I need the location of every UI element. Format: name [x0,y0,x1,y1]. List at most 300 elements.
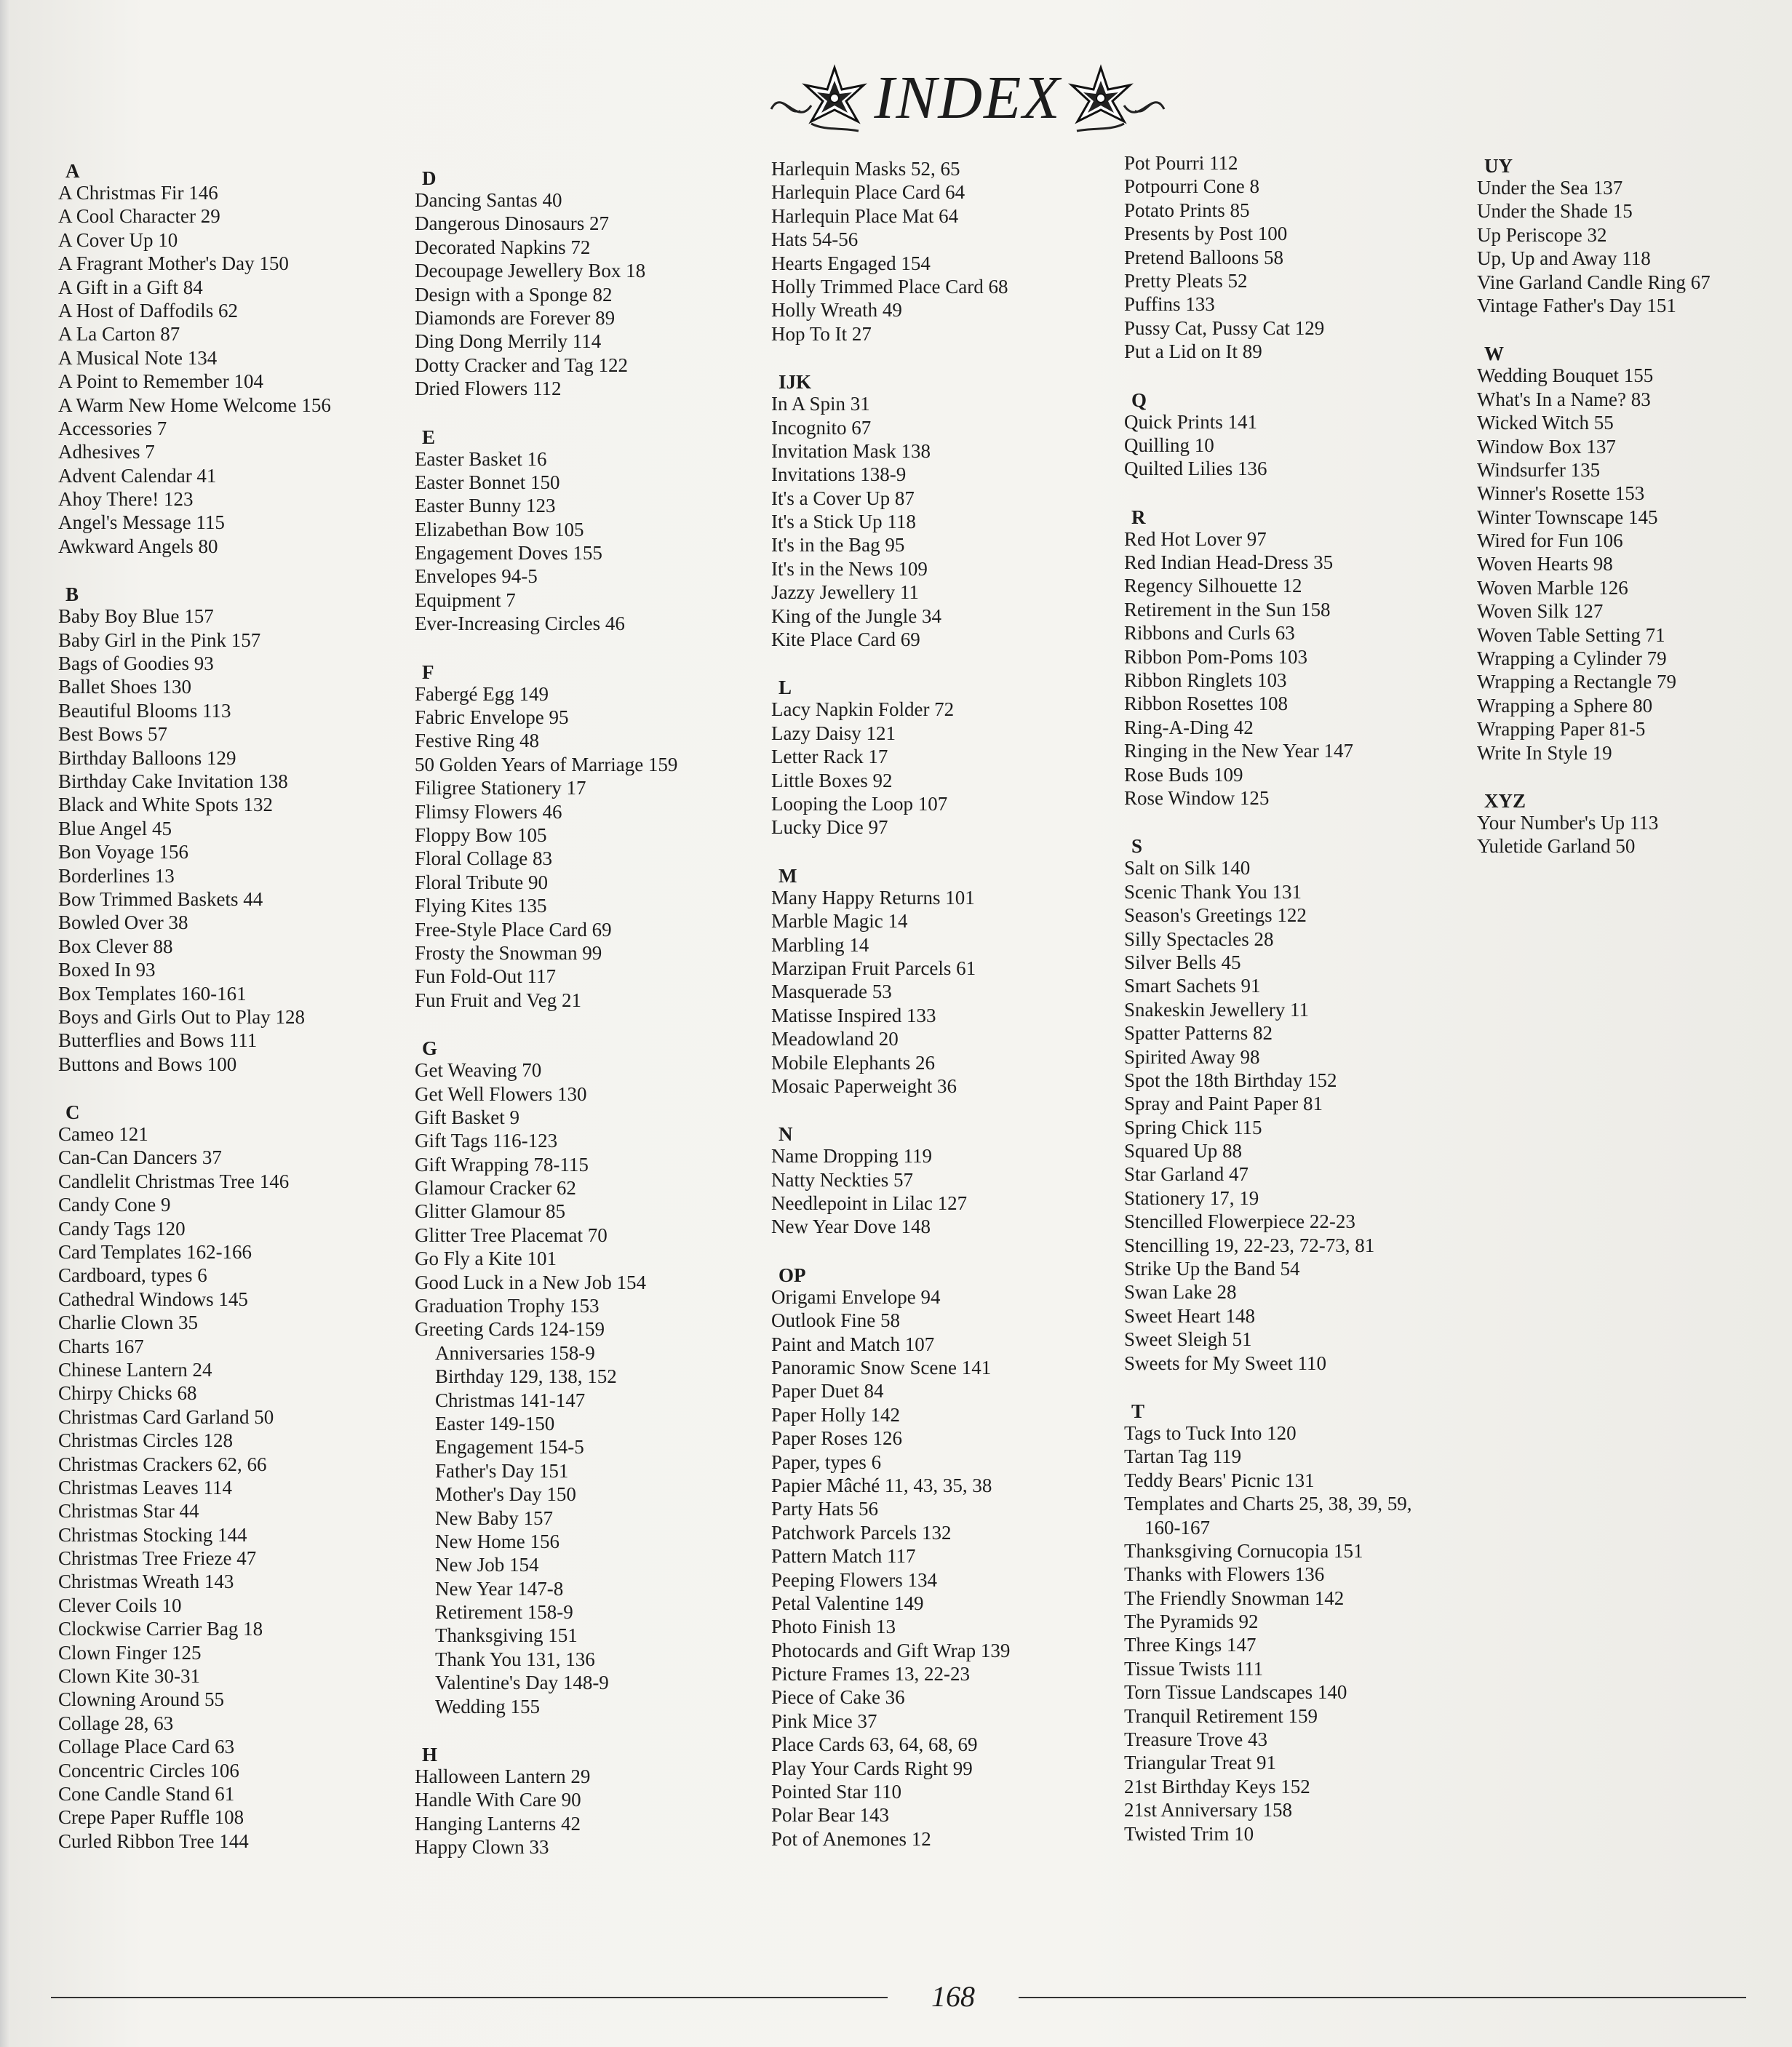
index-entry: Pussy Cat, Pussy Cat 129 [1124,316,1325,339]
index-entry: Polar Bear 143 [771,1804,889,1827]
index-entry: A La Carton 87 [58,323,180,346]
index-entry: Jazzy Jewellery 11 [771,581,919,604]
index-subentry: Easter 149-150 [435,1412,555,1435]
section-letter-heading: S [1131,835,1143,858]
index-entry: Borderlines 13 [58,864,175,887]
index-entry: Envelopes 94-5 [415,565,538,588]
index-entry: Paint and Match 107 [771,1333,935,1355]
index-entry: Ribbon Pom-Poms 103 [1124,645,1308,668]
index-entry: It's a Stick Up 118 [771,511,916,533]
section-letter-heading: L [778,677,792,699]
index-entry: Harlequin Place Mat 64 [771,204,959,227]
index-entry: Patchwork Parcels 132 [771,1521,952,1544]
index-entry: Red Hot Lover 97 [1124,527,1267,550]
index-entry: Decoupage Jewellery Box 18 [415,260,646,282]
index-entry: Quilted Lilies 136 [1124,458,1267,480]
index-entry: Outlook Fine 58 [771,1309,901,1332]
index-entry: Free-Style Place Card 69 [415,918,612,941]
index-entry: Chinese Lantern 24 [58,1358,212,1381]
index-entry: Piece of Cake 36 [771,1686,905,1709]
index-entry: Hats 54-56 [771,228,859,251]
index-section [58,580,400,1076]
index-section [415,1740,757,1859]
index-entry: Engagement Doves 155 [415,542,602,564]
index-entry: Woven Silk 127 [1477,600,1604,623]
section-letter-heading: E [422,426,436,448]
index-entry: A Christmas Fir 146 [58,182,218,204]
index-entry: New Year Dove 148 [771,1216,931,1238]
index-entry: Triangular Treat 91 [1124,1752,1277,1774]
index-entry: Frosty the Snowman 99 [415,941,602,964]
index-entry: Charlie Clown 35 [58,1312,198,1334]
index-entry: The Pyramids 92 [1124,1611,1259,1633]
index-entry: Window Box 137 [1477,435,1616,458]
index-entry: Hop To It 27 [771,322,872,345]
index-entry: Yuletide Garland 50 [1477,835,1636,858]
index-entry: Floral Tribute 90 [415,871,549,893]
index-entry: Holly Wreath 49 [771,299,902,322]
index-entry: Pink Mice 37 [771,1709,877,1732]
index-entry: Dangerous Dinosaurs 27 [415,212,609,235]
index-entry: Teddy Bears' Picnic 131 [1124,1469,1315,1491]
index-subentry: Mother's Day 150 [435,1483,576,1506]
index-entry: A Warm New Home Welcome 156 [58,394,331,416]
section-letter-heading: R [1131,506,1146,528]
index-entry: Butterflies and Bows 111 [58,1029,258,1052]
index-entry: Harlequin Place Card 64 [771,181,965,204]
index-entry: Bon Voyage 156 [58,841,189,863]
section-letter-heading: A [65,160,80,182]
index-entry: It's in the Bag 95 [771,534,905,556]
index-entry: Ballet Shoes 130 [58,676,191,698]
index-entry: Spot the 18th Birthday 152 [1124,1069,1337,1091]
index-entry: Templates and Charts 25, 38, 39, 59, [1124,1493,1412,1515]
index-entry: Cathedral Windows 145 [58,1288,248,1310]
index-entry: Little Boxes 92 [771,769,893,791]
index-entry: Collage 28, 63 [58,1712,174,1734]
index-entry: Vine Garland Candle Ring 67 [1477,271,1711,293]
index-entry: Candy Cone 9 [58,1194,171,1216]
index-entry: Clockwise Carrier Bag 18 [58,1618,263,1640]
section-letter-heading: M [778,864,797,887]
index-entry: Windsurfer 135 [1477,458,1601,481]
index-entry: Your Number's Up 113 [1477,811,1659,834]
index-section [771,157,1113,346]
index-entry: Paper, types 6 [771,1451,882,1473]
index-entry: A Gift in a Gift 84 [58,276,203,298]
index-entry: Blue Angel 45 [58,817,172,839]
index-entry: Write In Style 19 [1477,741,1612,764]
index-entry: Bags of Goodies 93 [58,653,214,675]
index-subentry: New Year 147-8 [435,1577,564,1600]
index-entry: Cameo 121 [58,1123,148,1146]
index-entry: Easter Bonnet 150 [415,471,560,493]
index-entry: Black and White Spots 132 [58,794,273,816]
index-entry: Equipment 7 [415,588,516,611]
index-entry: It's a Cover Up 87 [771,487,915,509]
index-entry: Box Templates 160-161 [58,982,247,1005]
index-entry: Invitation Mask 138 [771,439,931,462]
index-entry: In A Spin 31 [771,393,870,415]
index-column-4 [1124,151,1466,1867]
index-entry: Easter Basket 16 [415,447,547,470]
index-entry: Pattern Match 117 [771,1545,916,1568]
index-entry: Thanksgiving Cornucopia 151 [1124,1539,1363,1562]
index-entry: Lazy Daisy 121 [771,722,896,744]
index-entry: Squared Up 88 [1124,1140,1242,1162]
index-entry: Wrapping a Rectangle 79 [1477,671,1677,693]
index-entry: Graduation Trophy 153 [415,1295,600,1317]
index-entry: Happy Clown 33 [415,1836,549,1859]
index-entry: Petal Valentine 149 [771,1592,924,1614]
page-spine-shadow [0,0,10,2047]
index-entry: Meadowland 20 [771,1028,899,1050]
index-header [749,51,1186,145]
index-entry: Christmas Leaves 114 [58,1476,232,1499]
index-entry: Diamonds are Forever 89 [415,306,616,329]
index-entry: Place Cards 63, 64, 68, 69 [771,1733,978,1756]
index-entry: Star Garland 47 [1124,1163,1249,1186]
index-entry: Masquerade 53 [771,981,892,1003]
index-entry: Origami Envelope 94 [771,1285,941,1308]
index-entry: Christmas Tree Frieze 47 [58,1547,257,1570]
index-entry: Looping the Loop 107 [771,792,948,815]
section-letter-heading: XYZ [1484,789,1526,812]
index-entry: A Point to Remember 104 [58,370,263,393]
index-entry: Ribbons and Curls 63 [1124,622,1295,645]
index-subentry: New Job 154 [435,1554,539,1576]
index-entry: Beautiful Blooms 113 [58,699,231,722]
index-entry: Spatter Patterns 82 [1124,1022,1273,1045]
index-entry: Dried Flowers 112 [415,378,562,400]
index-column-2 [415,164,757,1881]
index-entry: Flying Kites 135 [415,895,547,917]
left-bow-ornament-icon [768,58,869,138]
index-entry: Snakeskin Jewellery 11 [1124,998,1309,1021]
index-section [771,673,1113,839]
index-entry: Swan Lake 28 [1124,1281,1237,1304]
index-section [1124,386,1466,481]
page-number: 168 [931,1980,975,2013]
section-letter-heading: OP [778,1264,806,1286]
index-entry: Potpourri Cone 8 [1124,175,1259,198]
index-entry: Can-Can Dancers 37 [58,1146,222,1169]
index-entry: Spring Chick 115 [1124,1116,1262,1138]
index-subentry: Father's Day 151 [435,1459,569,1482]
index-entry: A Fragrant Mother's Day 150 [58,252,289,275]
index-entry: Under the Shade 15 [1477,200,1633,223]
index-entry: Pretty Pleats 52 [1124,269,1248,292]
index-entry: Wired for Fun 106 [1477,530,1623,552]
index-entry: Birthday Balloons 129 [58,746,236,769]
index-entry: Smart Sachets 91 [1124,975,1261,997]
index-subentry: New Baby 157 [435,1507,553,1529]
index-section [1477,786,1792,858]
index-entry: Thanks with Flowers 136 [1124,1563,1325,1586]
index-section [1124,831,1466,1375]
index-entry: Winner's Rosette 153 [1477,482,1645,505]
index-entry: 21st Anniversary 158 [1124,1799,1292,1821]
index-entry: Sweet Sleigh 51 [1124,1328,1252,1351]
index-entry: Woven Marble 126 [1477,576,1628,599]
index-entry: Put a Lid on It 89 [1124,340,1262,363]
index-entry: Paper Duet 84 [771,1380,884,1402]
index-entry: Letter Rack 17 [771,746,888,768]
index-entry: Clowning Around 55 [58,1688,225,1711]
index-entry: Glitter Tree Placemat 70 [415,1224,608,1246]
index-entry: Natty Neckties 57 [771,1168,913,1191]
index-section [771,1261,1113,1851]
section-letter-heading: C [65,1101,80,1124]
index-subentry: Anniversaries 158-9 [435,1341,595,1364]
index-entry: Pot Pourri 112 [1124,152,1238,174]
index-entry: Pretend Balloons 58 [1124,246,1283,268]
index-entry: Vintage Father's Day 151 [1477,294,1676,316]
index-entry: Woven Hearts 98 [1477,553,1613,575]
index-entry: Advent Calendar 41 [58,464,217,487]
section-letter-heading: G [422,1037,438,1060]
index-entry: Cone Candle Stand 61 [58,1783,235,1805]
index-entry: A Host of Daffodils 62 [58,299,238,322]
index-entry: Puffins 133 [1124,293,1215,316]
index-entry: Glamour Cracker 62 [415,1177,576,1200]
index-section [415,423,757,636]
index-entry: King of the Jungle 34 [771,604,941,627]
index-section [415,658,757,1012]
section-letter-heading: D [422,167,437,189]
index-entry: Scenic Thank You 131 [1124,880,1302,903]
index-entry: Ever-Increasing Circles 46 [415,612,625,635]
index-entry: Torn Tissue Landscapes 140 [1124,1681,1347,1704]
index-entry: Christmas Stocking 144 [58,1523,247,1546]
index-entry: Fun Fold-Out 117 [415,965,557,988]
index-entry: Fun Fruit and Veg 21 [415,989,582,1011]
index-entry: Tags to Tuck Into 120 [1124,1421,1297,1444]
index-entry: Cardboard, types 6 [58,1264,207,1287]
index-entry: Dotty Cracker and Tag 122 [415,354,629,376]
index-entry: Clown Kite 30-31 [58,1665,200,1688]
index-entry: Sweets for My Sweet 110 [1124,1352,1326,1374]
index-entry: Strike Up the Band 54 [1124,1258,1300,1280]
index-entry: Red Indian Head-Dress 35 [1124,551,1334,574]
index-entry: Potato Prints 85 [1124,199,1250,221]
index-entry: Lucky Dice 97 [771,816,888,839]
index-entry: It's in the News 109 [771,557,928,580]
index-section [58,1098,400,1853]
index-entry: Marble Magic 14 [771,910,908,933]
index-entry: Angel's Message 115 [58,511,225,534]
index-entry: Regency Silhouette 12 [1124,575,1302,597]
index-section [1477,339,1792,765]
index-entry: Christmas Circles 128 [58,1429,233,1452]
index-entry: Concentric Circles 106 [58,1759,239,1781]
index-entry: Ribbon Ringlets 103 [1124,669,1287,692]
section-letter-heading: F [422,661,434,683]
index-subentry: Thanksgiving 151 [435,1624,578,1647]
index-entry: Retirement in the Sun 158 [1124,598,1331,621]
index-entry: Glitter Glamour 85 [415,1200,565,1223]
index-entry: Presents by Post 100 [1124,223,1288,245]
index-section [58,156,400,558]
index-entry: Salt on Silk 140 [1124,857,1251,879]
index-entry: Tranquil Retirement 159 [1124,1704,1318,1727]
index-entry: Design with a Sponge 82 [415,283,613,306]
index-section [415,1034,757,1718]
index-entry: Christmas Star 44 [58,1500,199,1523]
index-entry: Wicked Witch 55 [1477,412,1614,434]
section-letter-heading: UY [1484,155,1513,177]
index-entry: Handle With Care 90 [415,1789,581,1811]
index-entry: Collage Place Card 63 [58,1736,235,1758]
index-entry: Spirited Away 98 [1124,1045,1260,1068]
index-entry: A Cool Character 29 [58,205,220,228]
index-entry: The Friendly Snowman 142 [1124,1587,1345,1609]
index-entry: Invitations 138-9 [771,463,907,486]
index-entry: 21st Birthday Keys 152 [1124,1775,1310,1797]
index-entry: Decorated Napkins 72 [415,236,591,258]
index-entry: Sweet Heart 148 [1124,1304,1255,1327]
index-entry: Pointed Star 110 [771,1781,901,1803]
index-entry: Name Dropping 119 [771,1145,932,1168]
right-bow-ornament-icon [1066,58,1168,138]
index-entry: Best Bows 57 [58,723,168,746]
index-entry: Marbling 14 [771,933,869,956]
index-entry: Fabergé Egg 149 [415,682,549,705]
index-entry: 50 Golden Years of Marriage 159 [415,753,678,775]
index-entry: Gift Basket 9 [415,1106,519,1128]
section-letter-heading: N [778,1123,793,1146]
index-column-5 [1477,151,1792,880]
index-subentry: Wedding 155 [435,1695,541,1717]
index-subentry: Retirement 158-9 [435,1601,573,1624]
index-entry: Floppy Bow 105 [415,823,547,846]
index-column-3 [771,157,1113,1872]
index-entry: Fabric Envelope 95 [415,706,569,729]
index-entry: Papier Mâché 11, 43, 35, 38 [771,1474,992,1496]
index-entry: Baby Girl in the Pink 157 [58,629,261,651]
section-letter-heading: H [422,1744,438,1766]
index-entry: Photo Finish 13 [771,1616,896,1638]
index-section [1124,1397,1466,1846]
index-entry: What's In a Name? 83 [1477,388,1651,410]
index-entry: Ringing in the New Year 147 [1124,740,1353,762]
index-entry: Matisse Inspired 133 [771,1004,936,1026]
index-entry: Buttons and Bows 100 [58,1053,237,1075]
page-title: INDEX [874,64,1062,132]
index-entry: Awkward Angels 80 [58,535,218,557]
section-letter-heading: W [1484,343,1504,365]
index-entry: Ribbon Rosettes 108 [1124,693,1289,715]
page-footer [51,1979,1746,2015]
index-entry: Christmas Crackers 62, 66 [58,1453,267,1475]
index-entry: Wrapping Paper 81-5 [1477,718,1646,741]
index-entry: Under the Sea 137 [1477,177,1623,199]
index-entry: Wrapping a Cylinder 79 [1477,647,1667,670]
index-entry: Ahoy There! 123 [58,488,194,511]
index-entry: Paper Roses 126 [771,1427,902,1450]
index-entry: Baby Boy Blue 157 [58,605,214,628]
index-entry: Mobile Elephants 26 [771,1051,935,1074]
index-entry: Tissue Twists 111 [1124,1657,1264,1680]
index-entry: Christmas Wreath 143 [58,1571,234,1593]
index-entry: Harlequin Masks 52, 65 [771,158,960,180]
index-entry: Stencilling 19, 22-23, 72-73, 81 [1124,1234,1375,1256]
index-entry: Festive Ring 48 [415,730,540,752]
index-entry: Incognito 67 [771,416,872,439]
index-entry: Filigree Stationery 17 [415,777,586,799]
index-entry: Spray and Paint Paper 81 [1124,1093,1323,1115]
index-section [771,1120,1113,1239]
index-entry: Candy Tags 120 [58,1217,186,1240]
index-entry: Go Fly a Kite 101 [415,1248,557,1270]
section-letter-heading: IJK [778,371,812,394]
index-entry: Up, Up and Away 118 [1477,247,1651,270]
index-entry: Crepe Paper Ruffle 108 [58,1806,244,1829]
index-section [1124,151,1466,364]
index-entry: Dancing Santas 40 [415,189,562,211]
index-entry: Season's Greetings 122 [1124,904,1307,927]
index-entry: Clever Coils 10 [58,1594,182,1616]
index-entry: Ding Dong Merrily 114 [415,330,602,353]
index-entry: Good Luck in a New Job 154 [415,1271,646,1293]
index-entry: Easter Bunny 123 [415,495,556,517]
index-subentry: Birthday 129, 138, 152 [435,1365,617,1388]
index-entry: Christmas Card Garland 50 [58,1405,274,1428]
index-entry: Rose Window 125 [1124,786,1270,809]
index-entry: Up Periscope 32 [1477,223,1607,246]
index-entry: Get Well Flowers 130 [415,1082,587,1105]
index-subentry: Valentine's Day 148-9 [435,1672,609,1694]
index-entry: Tartan Tag 119 [1124,1445,1242,1468]
index-entry: Hearts Engaged 154 [771,252,931,274]
index-entry: Rose Buds 109 [1124,763,1243,786]
index-entry: Kite Place Card 69 [771,629,920,651]
section-letter-heading: Q [1131,388,1147,411]
index-entry: Twisted Trim 10 [1124,1822,1254,1845]
index-entry: Boys and Girls Out to Play 128 [58,1005,306,1028]
index-entry: A Musical Note 134 [58,346,218,369]
index-entry: Boxed In 93 [58,959,156,981]
index-entry: Gift Wrapping 78-115 [415,1153,589,1176]
index-entry: Play Your Cards Right 99 [771,1757,973,1779]
index-subentry: New Home 156 [435,1530,559,1552]
index-entry: Gift Tags 116-123 [415,1130,558,1152]
index-entry: Stencilled Flowerpiece 22-23 [1124,1210,1355,1233]
index-entry: Card Templates 162-166 [58,1241,252,1264]
index-entry: Needlepoint in Lilac 127 [771,1192,968,1215]
index-entry: A Cover Up 10 [58,228,178,251]
index-entry: Box Clever 88 [58,935,173,957]
index-section [771,861,1113,1098]
index-entry: Holly Trimmed Place Card 68 [771,275,1008,298]
footer-rule-left [51,1997,888,1998]
index-entry: Wedding Bouquet 155 [1477,364,1654,387]
index-entry: Halloween Lantern 29 [415,1765,591,1788]
index-subentry: Engagement 154-5 [435,1436,584,1459]
index-entry: Stationery 17, 19 [1124,1186,1259,1209]
index-entry: Greeting Cards 124-159 [415,1318,605,1341]
index-entry: Flimsy Flowers 46 [415,800,562,823]
index-entry: Silly Spectacles 28 [1124,927,1274,950]
index-section [415,164,757,401]
index-entry: Marzipan Fruit Parcels 61 [771,957,976,979]
index-subentry: Christmas 141-147 [435,1389,586,1411]
index-entry: Treasure Trove 43 [1124,1728,1268,1751]
index-entry: Adhesives 7 [58,441,155,463]
section-letter-heading: B [65,583,79,606]
index-entry: Chirpy Chicks 68 [58,1382,197,1405]
footer-rule-right [1019,1997,1746,1998]
